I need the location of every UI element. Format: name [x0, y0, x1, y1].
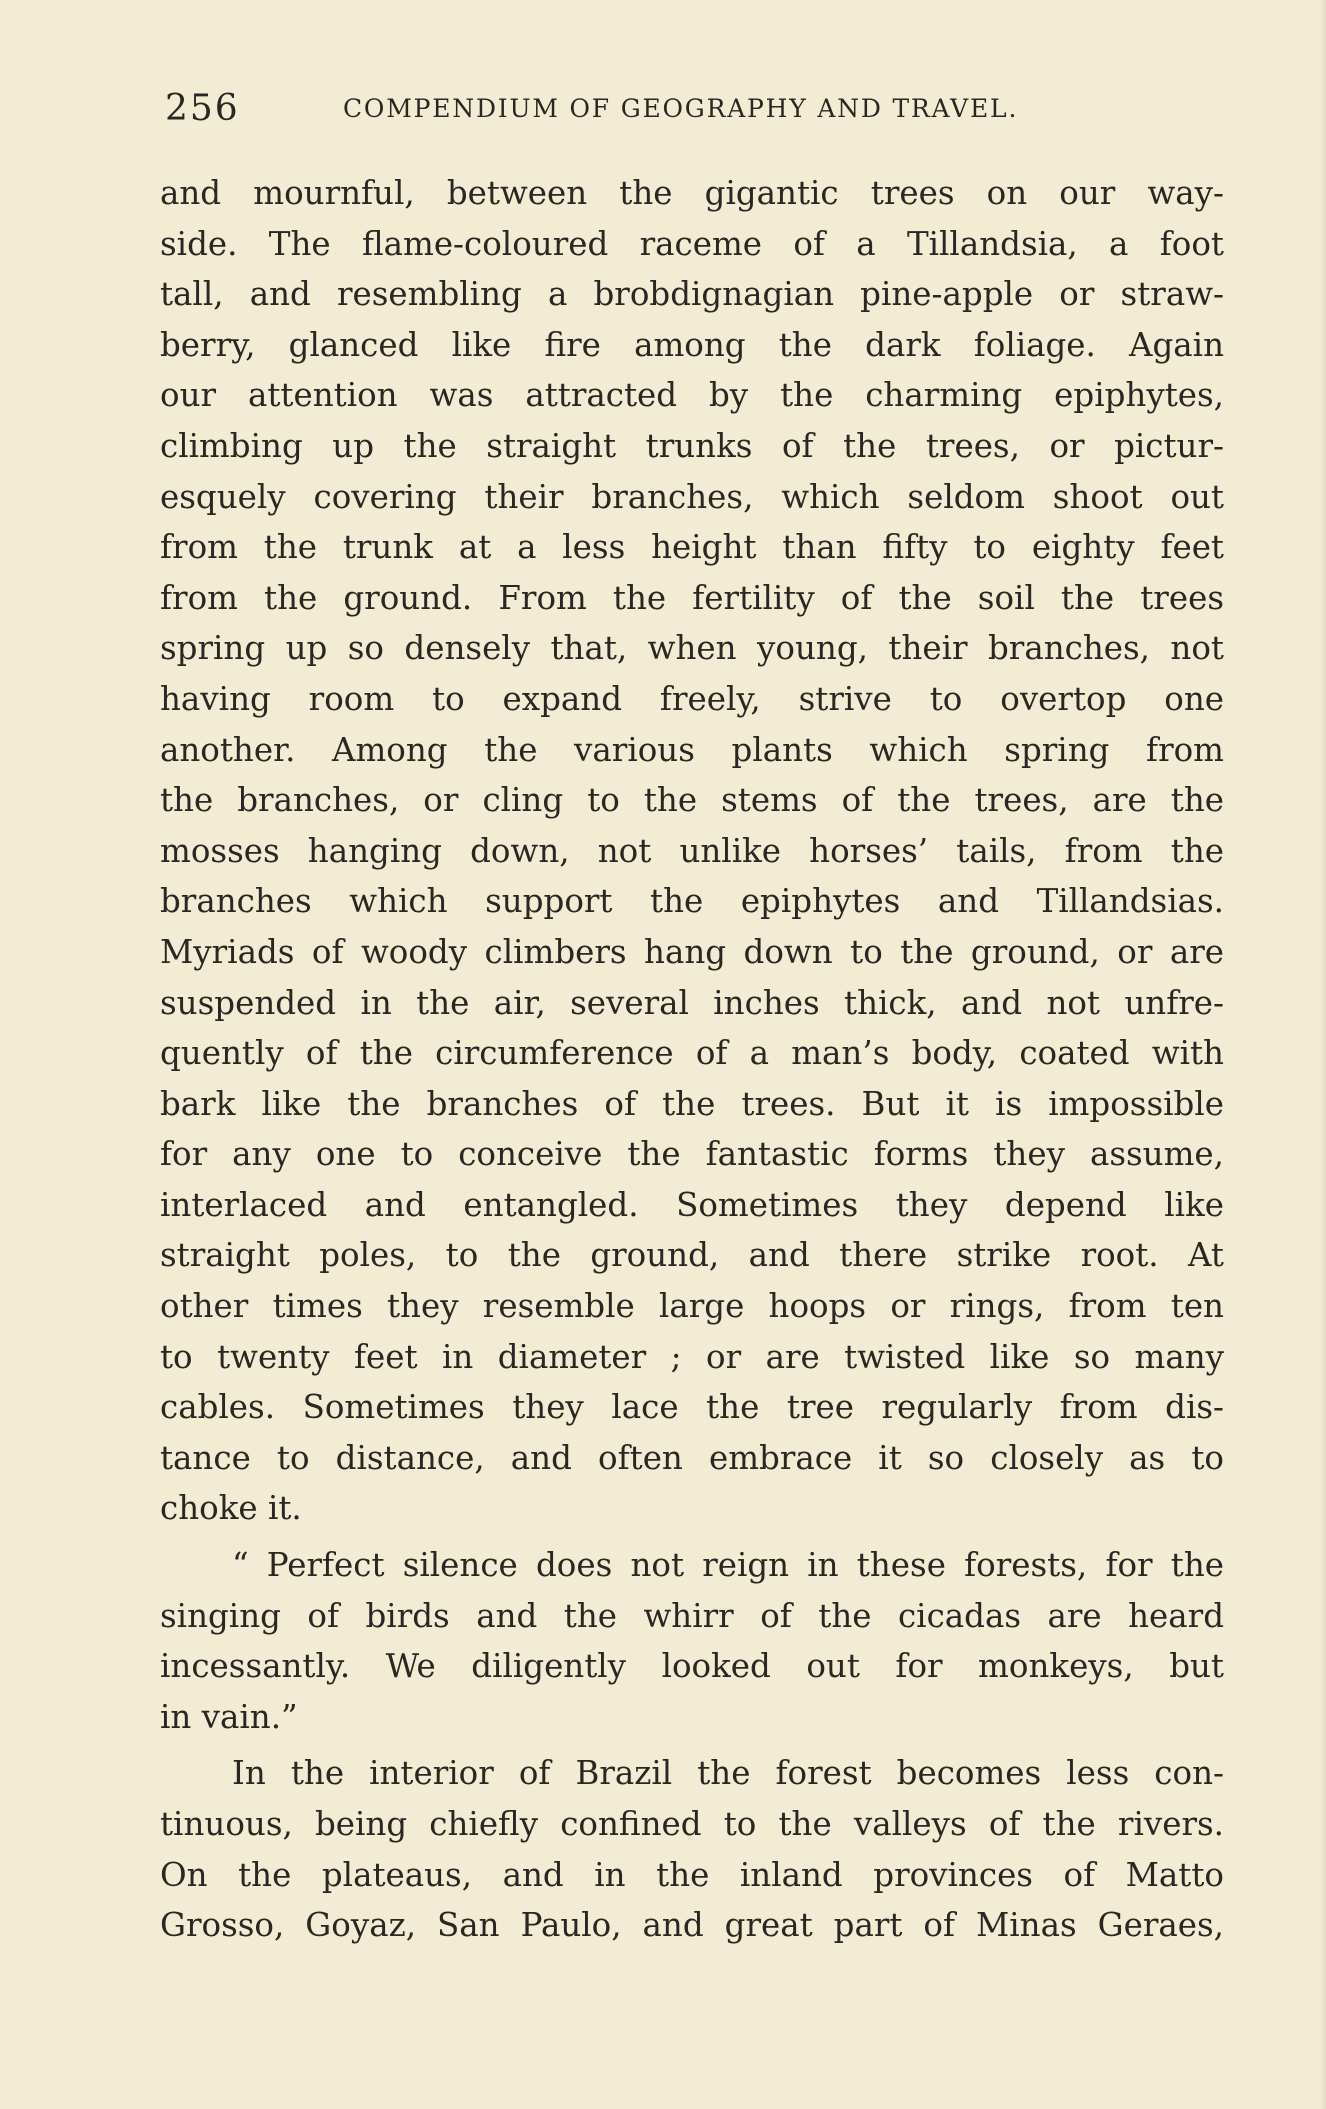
text-line: another. Among the various plants which spring from — [160, 730, 1224, 769]
text-line: suspended in the air, several inches thick, and not unfre- — [160, 983, 1224, 1022]
page-number: 256 — [165, 88, 240, 129]
text-line: interlaced and entangled. Sometimes they depend like — [160, 1185, 1224, 1224]
text-line: In the interior of Brazil the forest becomes less con- — [232, 1754, 1224, 1793]
text-line: quently of the circumference of a man’s body, coated with — [160, 1034, 1224, 1073]
text-line: spring up so densely that, when young, their branches, not — [160, 629, 1224, 668]
body-text — [160, 168, 1224, 1951]
text-line: other times they resemble large hoops or rings, from ten — [160, 1287, 1224, 1326]
text-line: mosses hanging down, not unlike horses’ tails, from the — [160, 831, 1224, 870]
text-line: having room to expand freely, strive to overtop one — [160, 679, 1224, 718]
text-line: from the ground. From the fertility of the soil the trees — [160, 578, 1224, 617]
text-line: branches which support the epiphytes and Tillandsias. — [160, 882, 1224, 921]
text-line: tinuous, being chiefly confined to the valleys of the rivers. — [160, 1805, 1224, 1843]
text-line: berry, glanced like fire among the dark foliage. Again — [160, 325, 1224, 364]
text-line: Myriads of woody climbers hang down to the ground, or are — [160, 932, 1224, 971]
text-line: incessantly. We diligently looked out for monkeys, but — [160, 1647, 1224, 1686]
text-line: tance to distance, and often embrace it so closely as to — [160, 1438, 1224, 1477]
text-line: Grosso, Goyaz, San Paulo, and great part of Minas Geraes, — [160, 1906, 1224, 1945]
text-line: esquely covering their branches, which seldom shoot out — [160, 477, 1224, 516]
text-line: side. The flame-coloured raceme of a Tillandsia, a foot — [160, 224, 1224, 263]
text-line: straight poles, to the ground, and there strike root. At — [160, 1236, 1224, 1275]
text-line: On the plateaus, and in the inland provinces of Matto — [160, 1855, 1224, 1894]
running-title: COMPENDIUM OF GEOGRAPHY AND TRAVEL. — [343, 94, 1019, 123]
text-line: and mournful, between the gigantic trees on our way- — [160, 174, 1224, 212]
text-line: for any one to conceive the fantastic forms they assume, — [160, 1135, 1224, 1174]
text-line: bark like the branches of the trees. But it is impossible — [160, 1084, 1224, 1123]
text-line: our attention was attracted by the charming epiphytes, — [160, 376, 1224, 415]
page-edge — [1320, 0, 1326, 2109]
text-line: climbing up the straight trunks of the trees, or pictur- — [160, 426, 1224, 465]
text-line: singing of birds and the whirr of the cicadas are heard — [160, 1596, 1224, 1635]
text-line: the branches, or cling to the stems of the trees, are the — [160, 781, 1224, 820]
text-line: from the trunk at a less height than fifty to eighty feet — [160, 528, 1224, 567]
text-line: cables. Sometimes they lace the tree regularly from dis- — [160, 1388, 1224, 1427]
paragraph — [160, 1540, 1224, 1742]
paragraph — [160, 1748, 1224, 1950]
text-line: in vain.” — [160, 1697, 298, 1736]
text-line: tall, and resembling a brobdignagian pine-apple or straw- — [160, 275, 1224, 314]
text-line: choke it. — [160, 1489, 302, 1528]
text-line: to twenty feet in diameter ; or are twisted like so many — [160, 1337, 1224, 1376]
paragraph — [160, 168, 1224, 1534]
running-head — [165, 84, 1225, 134]
text-line: “ Perfect silence does not reign in these forests, for the — [232, 1546, 1224, 1585]
